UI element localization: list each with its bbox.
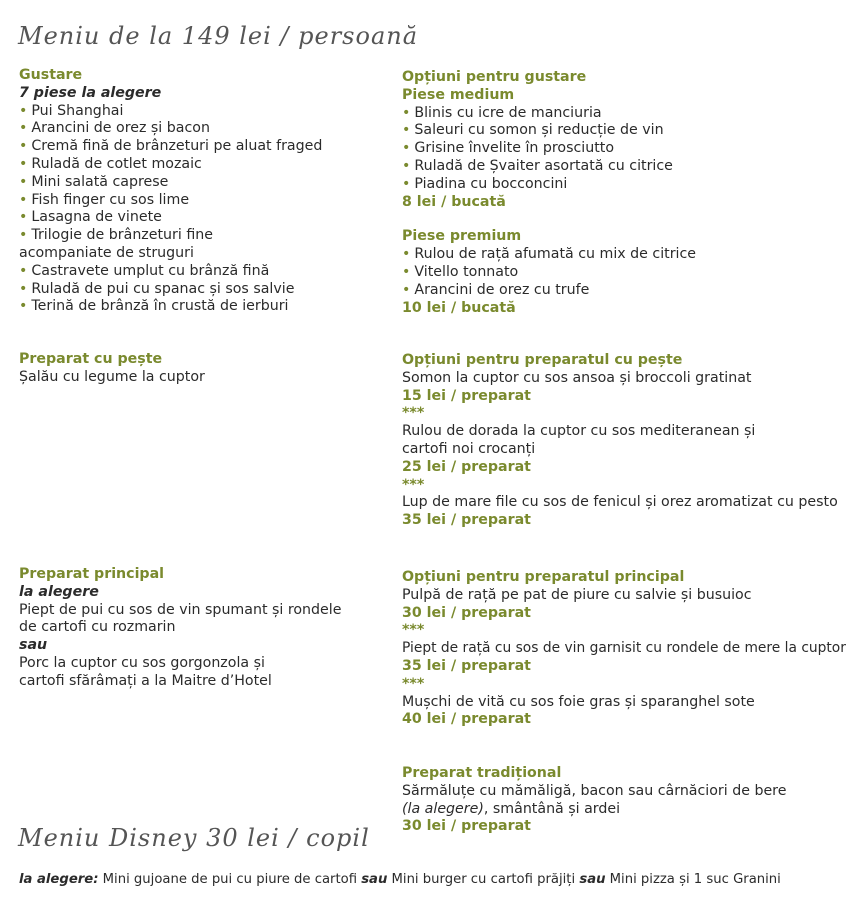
traditional-line2: (la alegere), smântână și ardei (402, 800, 621, 817)
list-item: • Arancini de orez cu trufe (402, 281, 590, 298)
peste-price-3: 35 lei / preparat (402, 512, 531, 529)
piese-medium-price: 8 lei / bucată (402, 193, 506, 210)
peste-price-2: 25 lei / preparat (402, 458, 531, 475)
gustare-heading: Gustare (19, 67, 83, 83)
principal-choice: la alegere (19, 583, 99, 600)
peste-heading: Preparat cu pește (19, 351, 163, 367)
list-item: • Trilogie de brânzeturi fine (19, 227, 213, 244)
list-item: • Pui Shanghai (19, 102, 124, 119)
traditional-choice: (la alegere) (402, 800, 484, 817)
optiuni-gustare-heading: Opțiuni pentru gustare (402, 69, 587, 85)
principal-or: sau (19, 637, 48, 654)
footer-or: sau (361, 872, 388, 887)
list-item: • Lasagna de vinete (19, 209, 162, 226)
list-item: • Rulou de rață afumată cu mix de citrice (402, 246, 697, 263)
principal-option1-line1: Piept de pui cu sos de vin spumant și rondele (19, 601, 342, 618)
principal-price-3: 40 lei / preparat (402, 711, 531, 728)
list-item: • Grisine învelite în prosciutto (402, 140, 615, 157)
traditional-section (402, 765, 786, 836)
peste-option-1: Somon la cuptor cu sos ansoa și broccoli gratinat (402, 369, 752, 386)
optiuni-peste-section (402, 352, 838, 530)
optiuni-principal-heading: Opțiuni pentru preparatul principal (402, 569, 685, 585)
principal-option-1: Pulpă de rață pe pat de piure cu salvie și busuioc (402, 586, 752, 603)
footer-or: sau (579, 872, 606, 887)
menu-title: Meniu de la 149 lei / persoană (18, 22, 419, 50)
optiuni-gustare-section (402, 69, 696, 317)
list-item: • Blinis cu icre de manciuria (402, 104, 602, 121)
disney-menu-details: la alegere: Mini gujoane de pui cu piure de cartofi sau Mini burger cu cartofi prăjiți sau Mini pizza și 1 suc Granini (19, 872, 781, 887)
optiuni-principal-section (402, 569, 846, 729)
list-item: • Ruladă de pui cu spanac și sos salvie (19, 280, 295, 297)
footer-label: la alegere: (19, 872, 99, 887)
separator: *** (402, 405, 425, 422)
peste-option-2-line2: cartofi noi crocanți (402, 440, 536, 457)
separator: *** (402, 675, 425, 692)
list-item: • Saleuri cu somon și reducție de vin (402, 122, 664, 139)
principal-option2-line1: Porc la cuptor cu sos gorgonzola și (19, 654, 265, 671)
list-item-continuation: acompaniate de struguri (19, 244, 194, 261)
piese-medium-heading: Piese medium (402, 86, 515, 103)
gustare-section (19, 67, 389, 316)
piese-premium-heading: Piese premium (402, 228, 522, 245)
principal-price-2: 35 lei / preparat (402, 657, 531, 674)
peste-section (19, 351, 205, 387)
principal-section (19, 566, 341, 691)
list-item: • Arancini de orez și bacon (19, 120, 210, 137)
separator: *** (402, 476, 425, 493)
traditional-line1: Sărmăluțe cu mămăligă, bacon sau cârnăciori de bere (402, 782, 787, 799)
list-item: • Vitello tonnato (402, 263, 519, 280)
disney-menu-title: Meniu Disney 30 lei / copil (18, 824, 370, 852)
optiuni-peste-heading: Opțiuni pentru preparatul cu pește (402, 352, 683, 368)
principal-heading: Preparat principal (19, 566, 165, 582)
list-item: • Ruladă de cotlet mozaic (19, 155, 202, 172)
piese-premium-price: 10 lei / bucată (402, 299, 516, 316)
list-item: • Cremă fină de brânzeturi pe aluat fraged (19, 138, 323, 155)
gustare-subheading: 7 piese la alegere (19, 84, 162, 101)
separator: *** (402, 622, 425, 639)
principal-price-1: 30 lei / preparat (402, 604, 531, 621)
list-item: • Mini salată caprese (19, 173, 169, 190)
list-item: • Piadina cu bocconcini (402, 175, 568, 192)
list-item: • Castravete umplut cu brânză fină (19, 262, 270, 279)
peste-text: Șalău cu legume la cuptor (19, 368, 205, 385)
principal-option-3: Mușchi de vită cu sos foie gras și sparanghel sote (402, 693, 755, 710)
peste-price-1: 15 lei / preparat (402, 387, 531, 404)
list-item: • Fish finger cu sos lime (19, 191, 190, 208)
principal-option-2: Piept de rață cu sos de vin garnisit cu rondele de mere la cuptor (402, 640, 846, 657)
principal-option1-line2: de cartofi cu rozmarin (19, 619, 176, 636)
peste-option-3: Lup de mare file cu sos de fenicul și orez aromatizat cu pesto (402, 494, 838, 511)
principal-option2-line2: cartofi sfărâmați a la Maitre d’Hotel (19, 672, 272, 689)
list-item: • Ruladă de Șvaiter asortată cu citrice (402, 157, 673, 174)
list-item: • Terină de brânză în crustă de ierburi (19, 298, 289, 315)
traditional-price: 30 lei / preparat (402, 818, 531, 835)
peste-option-2-line1: Rulou de dorada la cuptor cu sos mediteranean și (402, 423, 756, 440)
traditional-heading: Preparat tradițional (402, 765, 562, 781)
